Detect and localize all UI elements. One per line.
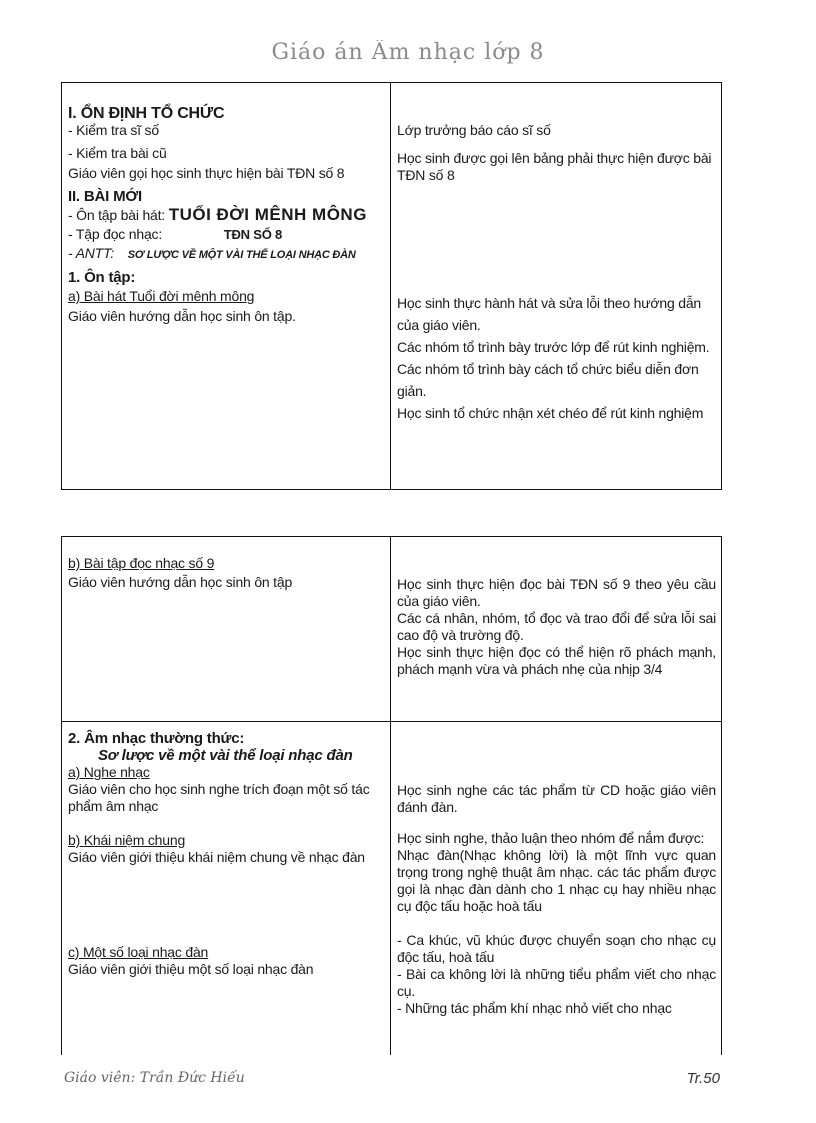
text-line: Học sinh nghe các tác phẩm từ CD hoặc giáo viên đánh đàn. (397, 782, 716, 815)
subsection-heading: a) Bài hát Tuổi đời mênh mông (68, 288, 255, 304)
lesson-table-2 (61, 536, 722, 1055)
text-line: Các nhóm tổ trình bày cách tổ chức biểu diễn đơn giản. (397, 361, 699, 399)
section-title: 2. Âm nhạc thường thức: (68, 730, 245, 747)
antt-topic: SƠ LƯỢC VỀ MỘT VÀI THỂ LOẠI NHẠC ĐÀN (127, 249, 356, 261)
section-3-title: 1. Ôn tập: (68, 269, 136, 286)
table2-top-left-cell (62, 537, 391, 722)
text-line: Giáo viên cho học sinh nghe trích đoạn một số tác phẩm âm nhạc (68, 781, 370, 814)
text-line: - Ca khúc, vũ khúc được chuyển soạn cho nhạc cụ độc tấu, hoà tấu (397, 932, 716, 965)
text-line: Giáo viên gọi học sinh thực hiện bài TĐN số 8 (68, 165, 345, 181)
footer-page-number: Tr.50 (686, 1070, 720, 1087)
text-line: Giáo viên hướng dẫn học sinh ôn tập. (68, 308, 296, 324)
section-subtitle: Sơ lược về một vài thể loại nhạc đàn (98, 747, 353, 764)
subsection-heading: a) Nghe nhạc (68, 764, 150, 780)
table1-left-cell (62, 83, 391, 490)
text-line: Học sinh thực hành hát và sửa lỗi theo hướng dẫn của giáo viên. (397, 295, 701, 333)
subsection-heading: b) Bài tập đọc nhạc số 9 (68, 555, 215, 571)
text-label: - Ôn tập bài hát: (68, 207, 165, 223)
text-line: Lớp trưởng báo cáo sĩ số (397, 122, 551, 138)
subsection-heading: b) Khái niệm chung (68, 832, 186, 848)
text-line: Học sinh thực hiện đọc có thể hiện rõ phách mạnh, phách mạnh vừa và phách nhẹ của nhịp 3/4 (397, 644, 716, 677)
text-line: Các nhóm tổ trình bày trước lớp để rút kinh nghiệm. (397, 339, 710, 355)
review-song-line (68, 206, 385, 224)
text-line: - Kiểm tra sĩ số (68, 122, 159, 138)
section-2-title: II. BÀI MỚI (68, 188, 142, 205)
text-line: Giáo viên hướng dẫn học sinh ôn tập (68, 574, 293, 590)
section-1-title: I. ỔN ĐỊNH TỔ CHỨC (68, 105, 225, 122)
text-label: - ANTT: (68, 245, 115, 261)
text-line: Học sinh thực hiện đọc bài TĐN số 9 theo yêu cầu của giáo viên. (397, 576, 716, 609)
page-header-title: Giáo án Âm nhạc lớp 8 (271, 40, 545, 65)
text-line: Giáo viên giới thiệu một số loại nhạc đàn (68, 961, 314, 977)
table1-right-cell (391, 83, 722, 490)
text-line: - Bài ca không lời là những tiểu phẩm viết cho nhạc cụ. (397, 966, 716, 999)
table2-bottom-right-cell (391, 722, 722, 1056)
text-line: Giáo viên giới thiệu khái niệm chung về nhạc đàn (68, 849, 365, 865)
text-line: Học sinh nghe, thảo luận theo nhóm để nắm được: (397, 830, 705, 846)
text-line: Nhạc đàn(Nhạc không lời) là một lĩnh vực quan trọng trong nghệ thuật âm nhạc. các tác phẩm được gọi là nhạc đàn dành cho 1 nhạc cụ hay nhiều nhạc cụ độc tấu hoặc hoà tấu (397, 847, 716, 914)
text-line: Học sinh tổ chức nhận xét chéo để rút kinh nghiệm (397, 405, 704, 421)
table2-top-right-cell (391, 537, 722, 722)
lesson-table-1 (61, 82, 722, 490)
subsection-heading: c) Một số loại nhạc đàn (68, 944, 209, 960)
text-line: - Kiểm tra bài cũ (68, 145, 167, 161)
text-line: Các cá nhân, nhóm, tổ đọc và trao đổi để sửa lỗi sai cao độ và trường độ. (397, 610, 716, 643)
text-line: Học sinh được gọi lên bảng phải thực hiện được bài TĐN số 8 (397, 150, 712, 183)
song-title: TUỔI ĐỜI MÊNH MÔNG (168, 205, 367, 224)
text-label: - Tập đọc nhạc: (68, 226, 163, 242)
text-line: - Những tác phẩm khí nhạc nhỏ viết cho nhạc (397, 1000, 672, 1016)
footer-teacher-name: Giáo viên: Trần Đức Hiếu (64, 1070, 245, 1086)
tdn-title: TĐN SỐ 8 (223, 227, 283, 242)
sight-reading-line (68, 226, 385, 243)
antt-line (68, 245, 385, 264)
table2-bottom-left-cell (62, 722, 391, 1056)
